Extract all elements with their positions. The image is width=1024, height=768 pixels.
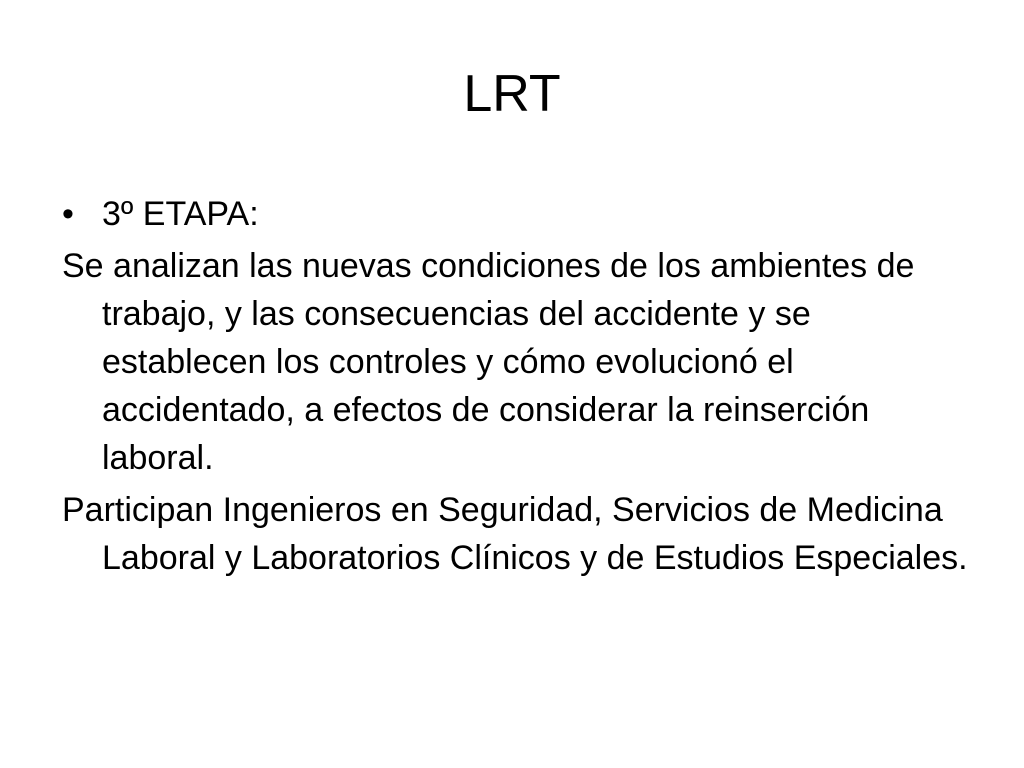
- slide-title: LRT: [463, 65, 561, 123]
- paragraph-participants: Participan Ingenieros en Seguridad, Servicios de Medicina Laboral y Laboratorios Clínicos y de Estudios Especiales.: [62, 491, 968, 577]
- paragraph-analysis: Se analizan las nuevas condiciones de los ambientes de trabajo, y las consecuencias del accidente y se establecen los controles y cómo evolucionó el accidentado, a efectos de considerar la reinserción laboral.: [62, 247, 915, 477]
- bullet-text: 3º ETAPA:: [102, 195, 259, 233]
- bullet-item: [62, 190, 972, 238]
- slide-content: [62, 190, 972, 582]
- bullet-dot-icon: •: [62, 195, 74, 233]
